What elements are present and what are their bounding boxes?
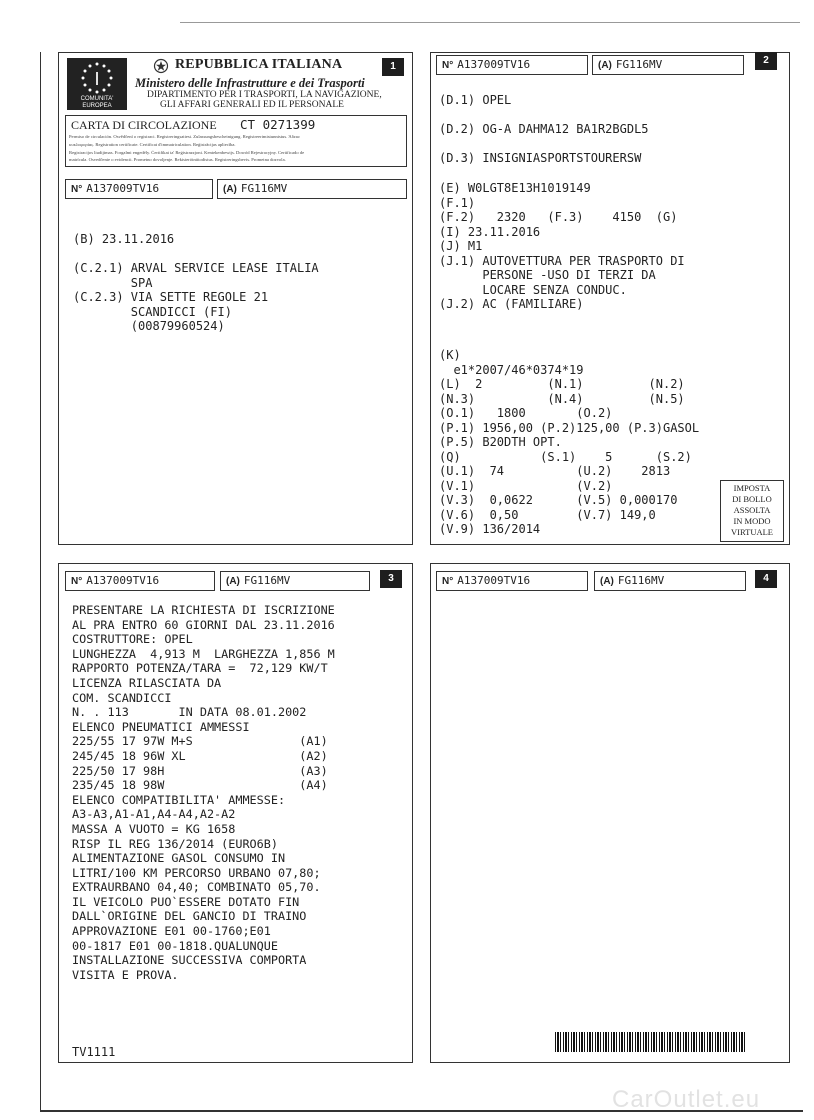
department-line-1: DIPARTIMENTO PER I TRASPORTI, LA NAVIGAZIONE, — [147, 90, 382, 100]
plate-box-2 — [592, 55, 744, 75]
eu-label-line-1: COMUNITA' — [80, 96, 114, 102]
plate-label: (A) — [223, 184, 237, 195]
tax-stamp: IMPOSTA DI BOLLO ASSOLTA IN MODO VIRTUALE — [720, 480, 784, 542]
multilang-line-4: matrícula. Osvedčenie o evidencii. Prometno dovoljenje. Rekisteröintitodistus. Registreringsbevis. Prometna dozvola. — [69, 157, 286, 163]
id-number-box-3 — [65, 571, 215, 591]
id-label: N° — [442, 576, 454, 587]
vehicle-identification: (E) W0LGT8E13H1019149 (F.1) (F.2) 2320 (F.3) 4150 (G) (I) 23.11.2016 (J) M1 (J.1) AUTOVETTURA PER TRASPORTO DI PERSONE -USO DI TERZI DA LOCARE SENZA CONDUC. (J.2) AC (FAMILIARE) — [439, 181, 685, 311]
doc-title: CARTA DI CIRCOLAZIONE — [71, 118, 217, 132]
watermark: CarOutlet.eu — [612, 1086, 761, 1113]
plate-number: FG116MV — [243, 574, 291, 587]
eu-label — [67, 96, 127, 110]
id-number: A137009TV16 — [457, 574, 531, 587]
registration-date: (B) 23.11.2016 — [73, 232, 175, 246]
eu-stars-icon — [67, 58, 127, 98]
plate-number: FG116MV — [615, 58, 663, 71]
plate-label: (A) — [600, 576, 614, 587]
multilang-text — [69, 133, 404, 164]
multilang-line-3: Registracijos liudijimas. Forgalmi engedély. Ċertifikat ta' Reġistrazzjoni. Kentekenbewijs. Dowód Rejestracyjny. Certificado de — [69, 149, 305, 155]
plate-label: (A) — [598, 60, 612, 71]
italian-emblem-icon — [153, 58, 169, 74]
footer-code: TV1111 — [72, 1045, 116, 1059]
plate-number: FG116MV — [240, 182, 288, 195]
ministry-title: Ministero delle Infrastrutture e dei Trasporti — [135, 76, 365, 90]
notes-text: PRESENTARE LA RICHIESTA DI ISCRIZIONE AL PRA ENTRO 60 GIORNI DAL 23.11.2016 COSTRUTTORE: OPEL LUNGHEZZA 4,913 M LARGHEZZA 1,856 M RAPPORTO POTENZA/TARA = 72,129 KW/T LICENZA RILASCIATA DA COM. SCANDICCI N. . 113 IN DATA 08.01.2002 ELENCO PNEUMATICI AMMESSI 225/55 17 97W M+S (A1) 245/45 18 96W XL (A2) 225/50 17 98H (A3) 235/45 18 98W (A4) ELENCO COMPATIBILITA' AMMESSE: A3-A3,A1-A1,A4-A4,A2-A2 MASSA A VUOTO = KG 1658 RISP IL REG 136/2014 (EURO6B) ALIMENTAZIONE GASOL CONSUMO IN LITRI/100 KM PERCORSO URBANO 07,80; EXTRAURBANO 04,40; COMBINATO 05,70. IL VEICOLO PUO`ESSERE DOTATO FIN DALL`ORIGINE DEL GANCIO DI TRAINO APPROVAZIONE E01 00-1760;E01 00-1817 E01 00-1818.QUALUNQUE INSTALLAZIONE SUCCESSIVA COMPORTA VISITA E PROVA. — [72, 603, 335, 982]
vehicle-make-model: (D.1) OPEL (D.2) OG-A DAHMA12 BA1R2BGDL5 (D.3) INSIGNIASPORTSTOURERSW — [439, 93, 649, 165]
panel-number-4: 4 — [755, 570, 777, 588]
doc-number: CT 0271399 — [240, 117, 316, 132]
id-number: A137009TV16 — [86, 574, 160, 587]
panel-number-2: 2 — [755, 52, 777, 70]
multilang-line-1: Permiso de circulación. Osvědčení o registraci. Registreringsattest. Zulassungsbescheinigung. Registreerimistunnistus. Άδεια — [69, 134, 300, 139]
id-number-box-1 — [65, 179, 213, 199]
eu-label-line-2: EUROPEA — [82, 103, 112, 109]
scan-top-line — [180, 22, 800, 23]
plate-box-4 — [594, 571, 746, 591]
owner-details: (C.2.1) ARVAL SERVICE LEASE ITALIA SPA (C.2.3) VIA SETTE REGOLE 21 SCANDICCI (FI) (00879960524) — [73, 261, 319, 333]
plate-box-1 — [217, 179, 407, 199]
technical-data: (K) e1*2007/46*0374*19 (L) 2 (N.1) (N.2) (N.3) (N.4) (N.5) (O.1) 1800 (O.2) (P.1) 1956,00 (P.2)125,00 (P.3)GASOL (P.5) B20DTH OPT. (Q) (S.1) 5 (S.2) (U.1) 74 (U.2) 2813 (V.1) (V.2) (V.3) 0,0622 (V.5) 0,000170 (V.6) 0,50 (V.7) 149,0 (V.9) 136/2014 — [439, 348, 700, 536]
department-line-2: GLI AFFARI GENERALI ED IL PERSONALE — [160, 100, 344, 110]
id-number: A137009TV16 — [457, 58, 531, 71]
id-number-box-4 — [436, 571, 588, 591]
panel-number-3: 3 — [380, 570, 402, 588]
plate-label: (A) — [226, 576, 240, 587]
eu-letter: I — [94, 69, 100, 89]
multilang-line-2: κυκλοφορίας. Registration certificate. Certificat d'immatriculation. Reģistrācijas apliecība. — [69, 141, 236, 147]
plate-number: FG116MV — [617, 574, 665, 587]
panel-4 — [430, 563, 790, 1063]
id-number-box-2 — [436, 55, 588, 75]
republic-title: REPUBBLICA ITALIANA — [175, 57, 343, 72]
barcode — [555, 1032, 747, 1052]
plate-box-3 — [220, 571, 370, 591]
id-label: N° — [442, 60, 454, 71]
id-number: A137009TV16 — [86, 182, 160, 195]
panel-number-1: 1 — [382, 58, 404, 76]
id-label: N° — [71, 184, 83, 195]
id-label: N° — [71, 576, 83, 587]
